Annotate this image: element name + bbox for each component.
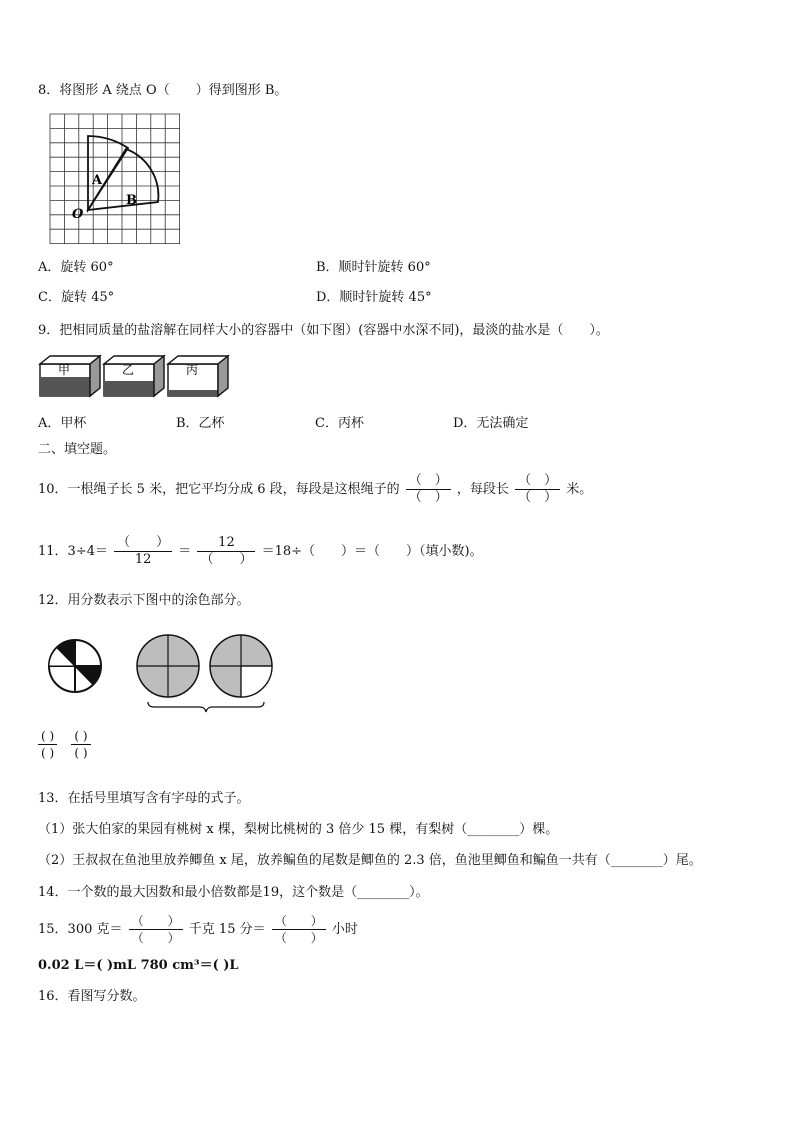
q15-fraction-2-numerator[interactable]: （ ） [272, 913, 326, 930]
q11-fraction-2[interactable] [197, 535, 255, 568]
q9-option-c[interactable]: C．丙杯 [315, 416, 364, 431]
q9-option-b[interactable]: B．乙杯 [176, 416, 225, 431]
q12-answer-1[interactable] [38, 728, 57, 761]
q12-text: 12．用分数表示下图中的涂色部分。 [38, 593, 250, 608]
q8-option-b[interactable]: B．顺时针旋转 60° [316, 260, 431, 275]
q10-text-3: 米。 [566, 482, 593, 497]
q8-option-c[interactable]: C．旋转 45° [38, 290, 115, 305]
q15-fraction-1-numerator[interactable]: （ ） [129, 913, 183, 930]
q15-fraction-2[interactable] [272, 913, 326, 946]
container-yi [104, 356, 164, 396]
q15-text-3: 小时 [331, 922, 358, 937]
q10-fraction-1[interactable] [406, 473, 451, 506]
fig-label-o: O [72, 207, 84, 222]
container-jia [40, 356, 100, 396]
q10 [38, 468, 592, 512]
q10-text-2: ，每段长 [456, 482, 509, 497]
q15-fraction-1-denominator[interactable]: （ ） [131, 931, 180, 945]
q12-circle-2 [137, 635, 199, 697]
q9-containers [38, 354, 238, 400]
q12-circle-3 [210, 635, 272, 697]
q9-option-d[interactable]: D．无法确定 [453, 416, 529, 431]
q12-answer-2-denominator[interactable]: ( ) [74, 746, 88, 760]
q12-figures [42, 630, 282, 716]
q11-fraction-2-numerator: 12 [197, 535, 255, 552]
q12-answer-2-numerator[interactable]: ( ) [71, 728, 90, 745]
q12-answer-1-denominator[interactable]: ( ) [41, 746, 55, 760]
q12-circle-1 [49, 640, 101, 692]
container-bing-label: 丙 [186, 363, 199, 377]
q9-text: 9．把相同质量的盐溶解在同样大小的容器中（如下图）(容器中水深不同)，最淡的盐水是（ ）。 [38, 323, 609, 338]
q11-text-2: ＝18÷（ ）＝（ ）（填小数)。 [261, 544, 483, 559]
q10-fraction-2-numerator[interactable]: （ ） [515, 473, 560, 490]
container-bing [168, 356, 228, 396]
q10-text-1: 10．一根绳子长 5 米，把它平均分成 6 段，每段是这根绳子的 [38, 482, 400, 497]
q12-brace [148, 702, 264, 712]
q11-fraction-2-denominator[interactable]: （ ） [200, 552, 253, 567]
container-yi-label: 乙 [122, 363, 135, 377]
q8-figure [48, 112, 188, 248]
q8-option-a[interactable]: A．旋转 60° [38, 260, 114, 275]
container-jia-label: 甲 [58, 363, 71, 377]
q8-option-d[interactable]: D．顺时针旋转 45° [316, 290, 432, 305]
q13-sub2: （2）王叔叔在鱼池里放养鲫鱼 x 尾，放养鳊鱼的尾数是鲫鱼的 2.3 倍，鱼池里鲫鱼和鳊鱼一共有（________）尾。 [38, 853, 702, 868]
q10-fraction-2-denominator[interactable]: （ ） [518, 490, 558, 505]
q10-fraction-1-numerator[interactable]: （ ） [406, 473, 451, 490]
section-heading: 二、填空题。 [38, 442, 117, 457]
q11-fraction-1-numerator[interactable]: （ ） [114, 535, 172, 552]
q9-option-a[interactable]: A．甲杯 [38, 416, 87, 431]
q15 [38, 908, 358, 952]
fig-label-b: B [126, 193, 137, 208]
q12-answers [36, 728, 93, 761]
q10-fraction-1-denominator[interactable]: （ ） [408, 490, 448, 505]
q11 [38, 530, 483, 574]
q15-text-1: 15．300 克＝ [38, 922, 123, 937]
fig-label-a: A [92, 173, 103, 188]
q12-answer-2[interactable] [71, 728, 90, 761]
q8-text: 8．将图形 A 绕点 O（ ）得到图形 B。 [38, 83, 288, 98]
q15-fraction-1[interactable] [129, 913, 183, 946]
q10-fraction-2[interactable] [515, 473, 560, 506]
q11-text-1: 11．3÷4＝ [38, 544, 108, 559]
q11-fraction-1-denominator: 12 [134, 552, 152, 567]
q11-fraction-1[interactable] [114, 535, 172, 568]
q12-answer-1-numerator[interactable]: ( ) [38, 728, 57, 745]
q15-line2: 0.02 L＝( )mL 780 cm³＝( )L [38, 958, 239, 973]
q14-text: 14．一个数的最大因数和最小倍数都是19，这个数是（________）。 [38, 885, 429, 900]
q15-text-2: 千克 15 分＝ [188, 922, 266, 937]
q11-equals: ＝ [178, 544, 192, 559]
q13-text: 13．在括号里填写含有字母的式子。 [38, 791, 250, 806]
q16-text: 16．看图写分数。 [38, 989, 146, 1004]
q15-fraction-2-denominator[interactable]: （ ） [274, 931, 323, 945]
q13-sub1: （1）张大伯家的果园有桃树 x 棵，梨树比桃树的 3 倍少 15 棵，有梨树（________）棵。 [38, 822, 559, 837]
